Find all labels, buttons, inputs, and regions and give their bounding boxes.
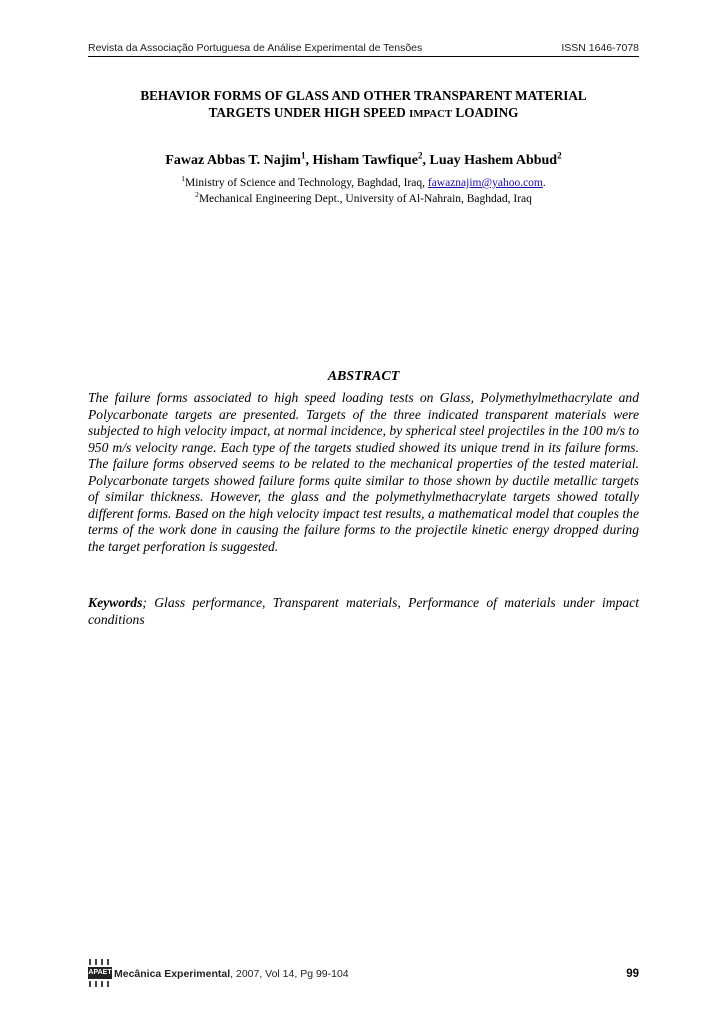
footer-journal-citation <box>114 968 349 980</box>
author-list: Fawaz Abbas T. Najim$^1$, Hisham Tawfique$^2$, Luay Hashem Abbud$^2$ <box>165 150 562 168</box>
abstract-body: The failure forms associated to high speed loading tests on Glass, Polymethylmethacrylate and Polycarbonate targets are presented. Targets of the three indicated transparent materials were subjected to high velocity impact, at normal incidence, by spherical steel projectiles in the 100 m/s to 950 m/s velocity range. Each type of the targets studied showed its unique trend in its failure forms. The failure forms observed seems to be related to the mechanical properties of the tested material. Polycarbonate targets showed failure forms quite similar to those shown by ductile metallic targets of similar thickness. However, the glass and the polymethylmethacrylate targets showed totally different forms. Based on the high velocity impact test results, a mathematical model that couples the terms of the work done in causing the failure forms to the projectile kinetic energy dropped during the target perforation is suggested. <box>88 390 639 554</box>
page-footer <box>88 958 639 990</box>
keywords-label: Keywords <box>88 595 143 610</box>
header-issn: ISSN 1646-7078 <box>561 42 639 54</box>
page-number: 99 <box>626 968 639 980</box>
apaet-logo-text: APAET <box>88 967 112 979</box>
author-1-affil-mark: 1 <box>300 150 306 161</box>
running-header <box>88 42 639 57</box>
author-1-name: Fawaz Abbas T. Najim <box>165 153 301 168</box>
affiliation-1-mark: 1 <box>181 174 185 184</box>
author-email-link[interactable]: fawaznajim@yahoo.com <box>427 177 543 189</box>
affiliation-2 <box>88 190 639 205</box>
footer-journal-name: Mecânica Experimental <box>114 968 231 980</box>
title-line-1: BEHAVIOR FORMS OF GLASS AND OTHER TRANSPARENT MATERIAL <box>140 88 587 103</box>
author-2-name: Hisham Tawfique <box>312 153 418 168</box>
footer-journal-details: , 2007, Vol 14, Pg 99-104 <box>230 968 349 980</box>
paper-title <box>88 87 639 123</box>
title-line-2-part-c: LOADING <box>452 105 519 120</box>
affiliation-2-text: Mechanical Engineering Dept., University of Al-Nahrain, Baghdad, Iraq <box>198 193 532 205</box>
affiliation-1-text: Ministry of Science and Technology, Baghdad, Iraq, <box>184 177 428 189</box>
abstract-heading: ABSTRACT <box>327 369 400 384</box>
affiliation-2-mark: 2 <box>195 190 199 200</box>
header-journal-name: Revista da Associação Portuguesa de Análise Experimental de Tensões <box>88 42 423 54</box>
author-2-affil-mark: 2 <box>417 150 423 161</box>
title-line-2-part-a: TARGETS UNDER HIGH SPEED <box>208 105 410 120</box>
title-line-2 <box>88 104 639 123</box>
keywords-text: ; Glass performance, Transparent materials, Performance of materials under impact conditions <box>88 595 639 627</box>
title-line-2-part-b: IMPACT <box>409 108 453 120</box>
keywords-paragraph <box>88 595 639 628</box>
author-3-affil-mark: 2 <box>557 150 562 161</box>
affiliation-1-end: . <box>542 177 546 189</box>
author-3-name: Luay Hashem Abbud <box>429 153 558 168</box>
apaet-logo-icon <box>88 958 112 989</box>
affiliation-1 <box>88 174 639 189</box>
